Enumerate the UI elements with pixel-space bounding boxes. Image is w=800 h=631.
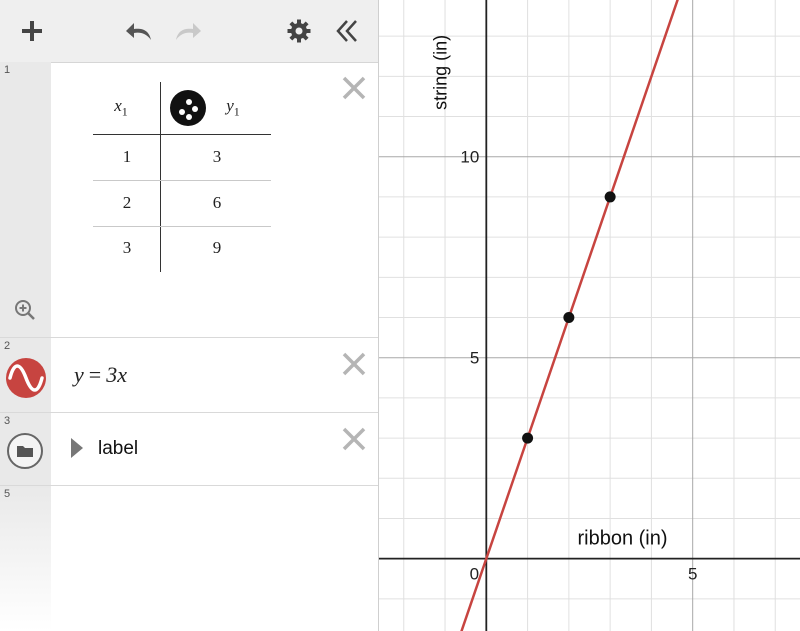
- add-item-button[interactable]: [17, 16, 47, 46]
- double-chevron-left-icon: [334, 18, 360, 44]
- table-expression[interactable]: [0, 62, 378, 338]
- table-header-x[interactable]: [101, 96, 141, 119]
- folder-icon[interactable]: [6, 432, 44, 470]
- undo-button[interactable]: [125, 16, 155, 46]
- data-point: [605, 191, 616, 202]
- table-cell-y[interactable]: 3: [212, 147, 222, 166]
- undo-icon: [125, 20, 155, 42]
- settings-button[interactable]: [284, 16, 314, 46]
- row-divider: [93, 180, 271, 181]
- table-cell-x[interactable]: 1: [122, 147, 132, 166]
- table-cell-y[interactable]: 9: [212, 238, 222, 257]
- expand-triangle-icon[interactable]: [70, 437, 84, 459]
- item-number: 5: [4, 488, 11, 500]
- plus-icon: [21, 20, 43, 42]
- point-style-icon[interactable]: [168, 88, 208, 128]
- y-header-sub: 1: [233, 104, 240, 119]
- table-cell-x[interactable]: 3: [122, 238, 132, 257]
- item-gutter: [0, 62, 51, 337]
- expression-toolbar: [0, 0, 378, 63]
- row-divider: [93, 226, 271, 227]
- item-number: 1: [4, 64, 11, 76]
- delete-item-button[interactable]: [340, 74, 368, 102]
- item-number: 3: [4, 415, 11, 427]
- curve-color-icon[interactable]: [5, 357, 47, 399]
- table-cell-y[interactable]: 6: [212, 193, 222, 212]
- expr-equals: =: [88, 362, 102, 387]
- delete-item-button[interactable]: [340, 350, 368, 378]
- delete-item-button[interactable]: [340, 425, 368, 453]
- graph-paper[interactable]: [379, 0, 800, 631]
- redo-button[interactable]: [172, 16, 202, 46]
- table-cell-x[interactable]: 2: [122, 193, 132, 212]
- data-point: [563, 312, 574, 323]
- y-header-var: y: [226, 96, 234, 115]
- x-axis-label: ribbon (in): [577, 527, 668, 550]
- expression-list-panel: [0, 0, 379, 631]
- x-header-var: x: [114, 96, 122, 115]
- y-axis-label: string (in): [430, 34, 451, 110]
- column-divider: [160, 82, 161, 272]
- expression-input[interactable]: [74, 362, 127, 388]
- item-gutter: [0, 486, 51, 631]
- x-tick-label: 0: [469, 564, 480, 584]
- folder-item[interactable]: [0, 413, 378, 486]
- expr-lhs: y: [74, 362, 84, 387]
- item-number: 2: [4, 340, 11, 352]
- data-point: [522, 433, 533, 444]
- expr-rhs: 3x: [106, 362, 127, 387]
- equation-expression[interactable]: [0, 338, 378, 413]
- folder-label[interactable]: label: [98, 438, 139, 459]
- header-divider: [93, 134, 271, 135]
- zoom-fit-icon[interactable]: [13, 298, 37, 322]
- redo-icon: [172, 20, 202, 42]
- y-tick-label: 5: [469, 348, 480, 368]
- x-header-sub: 1: [121, 104, 128, 119]
- x-tick-label: 5: [687, 564, 698, 584]
- data-table: [93, 82, 273, 272]
- y-tick-label: 10: [460, 147, 480, 167]
- gear-icon: [287, 19, 311, 43]
- table-header-y[interactable]: [213, 96, 253, 119]
- collapse-list-button[interactable]: [332, 16, 362, 46]
- empty-expression[interactable]: [0, 486, 378, 631]
